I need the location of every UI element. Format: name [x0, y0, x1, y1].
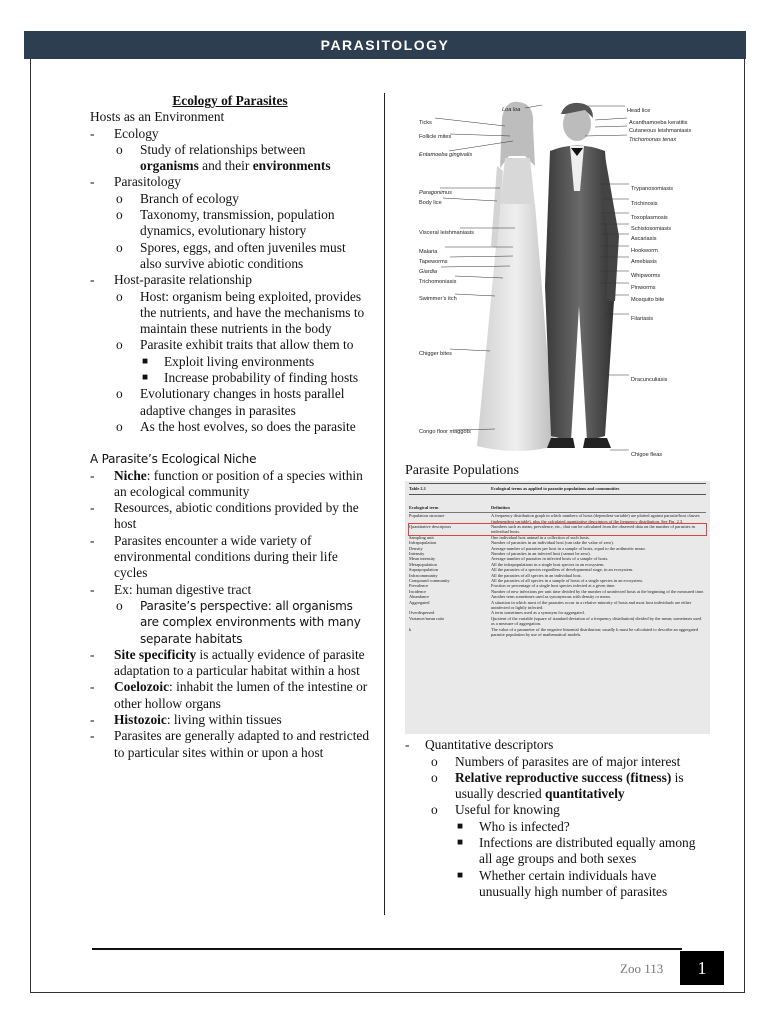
list-item: o Branch of ecology [116, 190, 239, 206]
list-item: o Parasite exhibit traits that allow them to [116, 337, 354, 353]
figure-label: Whipworms [631, 273, 661, 279]
right-column [405, 96, 705, 900]
list-item: o Parasite’s perspective: all organisms are complex environments with many separate habitats [116, 597, 361, 646]
list-item: - Parasites encounter a wide variety of environmental conditions during their life cycles [90, 532, 338, 581]
table-cell-term: Metapopulation [409, 561, 437, 567]
label-top: Loa loa [502, 107, 521, 113]
table-body [409, 513, 706, 637]
table-cell-term: Overdispersed [409, 610, 435, 616]
table-cell-term: Density [409, 545, 423, 551]
table-row [409, 600, 706, 611]
table-cell-term: Incidence [409, 588, 427, 594]
list-item: - Niche: function or position of a species within an ecological community [90, 467, 363, 499]
niche-heading: A Parasite’s Ecological Niche [90, 452, 257, 467]
list-item: - Resources, abiotic conditions provided by the host [90, 500, 359, 532]
table-cell-definition: Quotient of the variable (square of standard deviation of a frequency distribution) divided by the mean; sometimes used as a measure of aggregation. [491, 615, 702, 627]
parasite-body-figure [405, 96, 705, 459]
table-row [409, 524, 706, 535]
table-cell-definition: Number of new infections per unit time divided by the number of uninfected hosts at the beginning of the measured time. [491, 588, 705, 594]
table-cell-definition: Fraction or percentage of a single host species infected at a given time. [491, 583, 616, 589]
table-cell-definition: All the parasites of all species in an individual host. [491, 572, 582, 578]
list-item: - Host-parasite relationship [90, 272, 252, 288]
figure-label: Entamoeba gingivalis [419, 152, 473, 158]
list-item: ■ Exploit living environments [142, 353, 315, 369]
figure-label: Pinworms [631, 285, 656, 291]
figure-label: Chigger bites [419, 351, 452, 357]
figure-label: Congo floor maggots [419, 429, 471, 435]
figure-label: Ticks [419, 120, 432, 126]
list-item: o Useful for knowing [431, 802, 560, 818]
list-item: - Parasites are generally adapted to and restricted to particular sites within or upon a host [90, 728, 370, 760]
figure-label: Toxoplasmosis [631, 215, 668, 221]
table-cell-definition: Number of parasites in an individual host (can take the value of zero). [491, 540, 614, 546]
table-cell-term: Aggregated [409, 599, 430, 605]
figure-label: Mosquito bite [631, 297, 665, 303]
list-item: ■ Whether certain individuals have unusually high number of parasites [457, 867, 668, 899]
page-header-banner [24, 31, 746, 59]
table-cell-definition: One individual host animal in a collection of such hosts. [491, 534, 590, 540]
figure-label: Hookworm [631, 248, 658, 254]
list-item: o Host: organism being exploited, provides the nutrients, and have the mechanisms to maintain these nutrients in the body [116, 288, 365, 337]
figure-label: Chigoe fleas [631, 452, 663, 458]
figure-label: Ascariasis [631, 236, 657, 242]
list-item: - Histozoic: living within tissues [90, 711, 282, 727]
table-row [409, 627, 706, 638]
table-cell-term: Population structure [409, 513, 445, 519]
subheading: Hosts as an Environment [90, 109, 225, 125]
list-item: o Taxonomy, transmission, population dynamics, evolutionary history [116, 207, 335, 239]
list-item: - Ecology [90, 125, 159, 141]
list-item: o Evolutionary changes in hosts parallel adaptive changes in parasites [116, 386, 345, 418]
list-item: ■ Increase probability of finding hosts [142, 370, 359, 386]
figure-label: Dracunculiasis [631, 377, 668, 383]
figure-label: Giardia [419, 269, 438, 275]
list-item: - Ex: human digestive tract [90, 581, 252, 597]
table-cell-term: Infracommunity [409, 572, 438, 578]
course-code: Zoo 113 [620, 961, 664, 976]
table-cell-term: k [409, 626, 412, 632]
table-cell-definition: Another term sometimes used as synonymous with density or mean. [491, 594, 611, 600]
figure-label: Follicle mites [419, 134, 452, 140]
figure-label: Swimmer’s itch [419, 296, 457, 302]
figure-label: Trypanosomiasis [631, 186, 674, 192]
page-number: 1 [680, 951, 724, 985]
populations-title: Parasite Populations [405, 463, 519, 478]
table-cell-definition: Average number of parasites per host in a sample of hosts, equal to the arithmetic mean. [491, 545, 646, 551]
figure-label: Malaria [419, 249, 438, 255]
footer-rule [92, 948, 682, 950]
list-item: - Quantitative descriptors [405, 737, 554, 753]
table-cell-definition: Numbers such as mean, prevalence, etc., that can be calculated from the observed data on the number of parasites in individual hosts. [491, 523, 695, 535]
figure-label: Trichomonas tenax [629, 137, 677, 143]
figure-label: Trichomoniasis [419, 279, 457, 285]
table-cell-term: Quantitative descriptors [409, 523, 452, 529]
table-cell-term: Sampling unit [409, 534, 434, 540]
list-item: o Relative reproductive success (fitness) is usually descried quantitatively [431, 769, 684, 802]
table-row [409, 513, 706, 524]
table-cell-definition: All the parasites of a species regardless of developmental stage, in an ecosystem. [491, 567, 634, 573]
table-cell-term: Abundance [409, 594, 429, 600]
figure-label: Body lice [419, 200, 442, 206]
table-cell-term: Variance/mean ratio [409, 615, 445, 621]
section-heading: Ecology of Parasites [172, 93, 288, 108]
table-cell-definition: Number of parasites in an infected host (cannot be zero). [491, 550, 591, 556]
figure-label: Tapeworms [419, 259, 448, 265]
figure-label: Schistosomiasis [631, 226, 672, 232]
figure-label: Visceral leishmaniasis [419, 230, 474, 236]
figure-label: Paragonimus [419, 190, 452, 196]
list-item: o Study of relationships between organisms and their environments [116, 141, 331, 174]
table-cell-definition: All the parasites of all species in a sample of hosts of a single species in an ecosystem. [491, 577, 643, 583]
list-item: - Coelozoic: inhabit the lumen of the intestine or other hollow organs [90, 679, 368, 711]
header-title: PARASITOLOGY [320, 37, 450, 53]
figure-label: Filariasis [631, 316, 654, 322]
list-item: o Numbers of parasites are of major interest [431, 753, 681, 769]
list-item: ■ Infections are distributed equally among all age groups and both sexes [457, 835, 696, 867]
table-cell-term: Mean intensity [409, 556, 436, 562]
figure-label: Cutaneous leishmaniasis [629, 128, 692, 134]
figure-label: Trichinosis [631, 201, 658, 207]
table-cell-definition: A term sometimes used as a synonym for aggregated. [491, 610, 585, 616]
table-cell-definition: All the infrapopulations in a single host species in an ecosystem. [491, 561, 605, 567]
list-item: o As the host evolves, so does the parasite [116, 418, 356, 434]
ecological-terms-table [405, 481, 710, 734]
table-cell-term: Compound community [409, 577, 450, 583]
table-row [409, 616, 706, 627]
column-divider [384, 93, 385, 915]
list-item: ■ Who is infected? [457, 818, 570, 834]
table-cell-term: Intensity [409, 550, 425, 556]
table-cell-term: Infrapopulation [409, 540, 437, 546]
table-cell-definition: Average number of parasites in infected hosts of a sample of hosts. [491, 556, 609, 562]
table-cell-definition: A situation in which most of the parasites occur in a relative minority of hosts and most host individuals are either uninfected or lightly infected. [491, 599, 692, 611]
figure-label: Acanthamoeba keratitis [629, 120, 688, 126]
table-cell-definition: The value of a parameter of the negative binomial distribution; usually k must be calculated to describe an aggregated parasite population by use of mathematical models. [491, 626, 699, 638]
list-item: - Parasitology [90, 174, 181, 190]
table-cell-term: Prevalence [409, 583, 429, 589]
table-cell-definition: A frequency distribution graph in which numbers of hosts (dependent variable) are plotted against parasite/host classes (independent variable), plus the calculated quantitative descriptors of the frequency distribution. See Fig. 2.3. [491, 513, 700, 524]
table-caption: Table 2.1 Ecological terms as applied to parasite populations and communities [409, 483, 706, 494]
list-item: o Spores, eggs, and often juveniles must also survive abiotic conditions [116, 239, 346, 271]
figure-label: Amebiasis [631, 259, 657, 265]
table-header: Ecological term Definition [409, 499, 706, 513]
list-item: - Site specificity is actually evidence of parasite adaptation to a particular habitat within a host [90, 646, 365, 679]
table-cell-term: Suprapopulation [409, 567, 439, 573]
left-column [90, 93, 370, 761]
figure-label: Head lice [627, 108, 651, 114]
